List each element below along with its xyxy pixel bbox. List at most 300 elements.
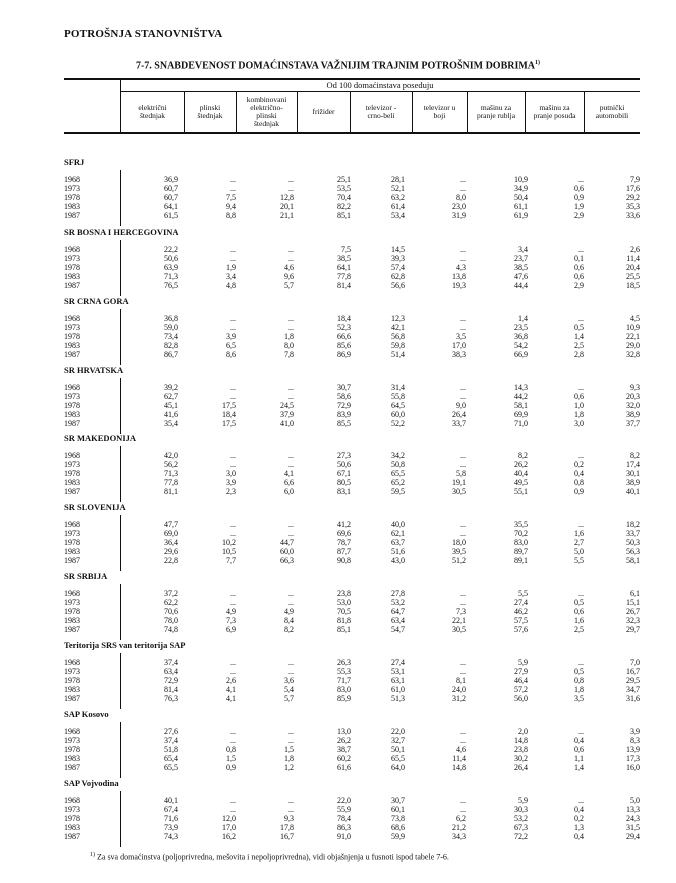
value-cell: 0,2 [574,460,584,469]
year-cell: 1968 [64,658,80,667]
value-cell: 1,3 [574,823,584,832]
value-cell: 71,7 [337,676,351,685]
value-cell: 7,5 [341,245,351,254]
value-cell: 2,6 [226,676,236,685]
value-cell: 5,7 [284,694,294,703]
value-cell: 7,9 [630,175,640,184]
value-cell: ... [288,736,294,745]
value-cell: ... [230,254,236,263]
value-cell: 51,3 [391,694,405,703]
value-cell: 16,2 [222,832,236,841]
value-cell: 29,7 [626,625,640,634]
value-cell: 57,6 [514,625,528,634]
section-name: SR HRVATSKA [64,365,124,375]
value-cell: ... [578,451,584,460]
year-cell: 1973 [64,598,80,607]
value-cell: 65,5 [391,754,405,763]
value-cell: 36,8 [164,314,178,323]
value-cell: 6,6 [284,478,294,487]
value-cell: 7,3 [456,607,466,616]
value-cell: 39,5 [452,547,466,556]
value-cell: 32,7 [391,736,405,745]
value-cell: 4,1 [284,469,294,478]
value-cell: 40,1 [164,796,178,805]
value-cell: 4,1 [226,685,236,694]
value-cell: 1,8 [574,685,584,694]
value-cell: 53,2 [391,598,405,607]
year-cell: 1978 [64,332,80,341]
value-cell: 8,2 [518,451,528,460]
value-cell: 4,6 [456,745,466,754]
value-cell: 37,7 [626,419,640,428]
section-name: SFRJ [64,157,85,167]
value-cell: 38,7 [337,745,351,754]
value-cell: ... [288,667,294,676]
value-cell: 46,2 [514,607,528,616]
value-cell: 11,4 [452,754,466,763]
value-cell: ... [230,805,236,814]
value-cell: 5,8 [456,469,466,478]
value-cell: 33,7 [626,529,640,538]
value-cell: 73,8 [391,814,405,823]
value-cell: 38,5 [514,263,528,272]
value-cell: 50,4 [514,193,528,202]
year-cell: 1968 [64,314,80,323]
value-cell: 8,2 [630,451,640,460]
value-cell: 18,0 [452,538,466,547]
value-cell: 23,5 [514,323,528,332]
table-row [0,487,676,497]
value-cell: 64,1 [337,263,351,272]
value-cell: ... [288,805,294,814]
value-cell: 23,8 [337,589,351,598]
value-cell: 16,0 [626,763,640,772]
page-header: POTROŠNJA STANOVNIŠTVA [64,28,223,40]
column-separator [297,91,298,132]
value-cell: 67,1 [337,469,351,478]
value-cell: 81,4 [164,685,178,694]
value-cell: 9,3 [284,814,294,823]
value-cell: 4,8 [226,281,236,290]
value-cell: 82,2 [337,202,351,211]
value-cell: 10,9 [514,175,528,184]
value-cell: 0,5 [574,667,584,676]
value-cell: 17,6 [626,184,640,193]
value-cell: 1,1 [574,754,584,763]
year-cell: 1983 [64,410,80,419]
value-cell: 32,3 [626,616,640,625]
value-cell: 27,3 [337,451,351,460]
value-cell: 37,4 [164,658,178,667]
year-cell: 1978 [64,676,80,685]
value-cell: 52,3 [337,323,351,332]
column-header: putnički automobili [595,103,629,120]
value-cell: ... [460,254,466,263]
value-cell: 63,4 [391,616,405,625]
value-cell: 4,9 [226,607,236,616]
value-cell: ... [288,184,294,193]
value-cell: 83,0 [514,538,528,547]
value-cell: 0,5 [574,323,584,332]
value-cell: 59,5 [391,487,405,496]
value-cell: 4,9 [284,607,294,616]
value-cell: ... [460,727,466,736]
value-cell: ... [460,796,466,805]
value-cell: ... [460,392,466,401]
value-cell: 4,5 [630,314,640,323]
value-cell: 10,9 [626,323,640,332]
year-cell: 1978 [64,401,80,410]
value-cell: 60,7 [164,193,178,202]
year-cell: 1978 [64,263,80,272]
value-cell: 2,3 [226,487,236,496]
year-cell: 1978 [64,193,80,202]
value-cell: 2,7 [574,538,584,547]
table-row [0,832,676,842]
value-cell: 10,2 [222,538,236,547]
value-cell: 61,0 [391,685,405,694]
value-cell: 0,5 [574,598,584,607]
value-cell: 57,2 [514,685,528,694]
value-cell: 64,0 [391,763,405,772]
value-cell: 76,3 [164,694,178,703]
value-cell: 51,6 [391,547,405,556]
column-header: frižider [312,107,335,116]
value-cell: 78,7 [337,538,351,547]
value-cell: 76,5 [164,281,178,290]
value-cell: 40,0 [391,520,405,529]
value-cell: 7,8 [284,350,294,359]
section-name: SAP Vojvodina [64,778,119,788]
value-cell: 32,8 [626,350,640,359]
value-cell: 55,1 [514,487,528,496]
value-cell: ... [288,520,294,529]
year-cell: 1983 [64,754,80,763]
value-cell: ... [230,175,236,184]
value-cell: 0,8 [226,745,236,754]
value-cell: 18,5 [626,281,640,290]
value-cell: 8,4 [284,616,294,625]
value-cell: 32,0 [626,401,640,410]
value-cell: 89,1 [514,556,528,565]
value-cell: 65,5 [164,763,178,772]
table-row [0,281,676,291]
value-cell: 19,1 [452,478,466,487]
value-cell: 0,6 [574,392,584,401]
value-cell: 21,2 [452,823,466,832]
value-cell: ... [230,667,236,676]
value-cell: ... [460,658,466,667]
value-cell: 63,7 [391,538,405,547]
year-cell: 1987 [64,211,80,220]
value-cell: 47,7 [164,520,178,529]
value-cell: 4,3 [456,263,466,272]
value-cell: 89,7 [514,547,528,556]
year-cell: 1987 [64,625,80,634]
value-cell: 29,5 [626,676,640,685]
value-cell: 2,8 [574,350,584,359]
value-cell: 22,0 [337,796,351,805]
year-cell: 1973 [64,184,80,193]
value-cell: 73,9 [164,823,178,832]
value-cell: 3,9 [226,478,236,487]
value-cell: 22,8 [164,556,178,565]
value-cell: ... [288,727,294,736]
year-cell: 1983 [64,202,80,211]
value-cell: 8,1 [456,676,466,685]
value-cell: 27,8 [391,589,405,598]
value-cell: ... [578,245,584,254]
value-cell: 1,9 [574,202,584,211]
value-cell: ... [288,245,294,254]
column-separator [525,91,526,132]
value-cell: ... [460,323,466,332]
value-cell: 81,8 [337,616,351,625]
footnote-text: Za sva domaćinstva (poljoprivredna, mešovita i nepoljoprivredna), vidi objašnjenja u fusnoti ispod tabele 7-6. [97,852,449,862]
value-cell: 68,6 [391,823,405,832]
value-cell: ... [230,727,236,736]
value-cell: 5,5 [518,589,528,598]
value-cell: 7,0 [630,658,640,667]
value-cell: 17,4 [626,460,640,469]
value-cell: 2,5 [574,341,584,350]
value-cell: 60,2 [337,754,351,763]
value-cell: 18,2 [626,520,640,529]
value-cell: 0,6 [574,184,584,193]
value-cell: ... [288,392,294,401]
value-cell: 40,1 [626,487,640,496]
value-cell: 9,4 [226,202,236,211]
table-row [0,763,676,773]
value-cell: 0,9 [226,763,236,772]
value-cell: 61,4 [391,202,405,211]
value-cell: 27,6 [164,727,178,736]
value-cell: 29,2 [626,193,640,202]
value-cell: ... [288,254,294,263]
value-cell: 2,0 [518,727,528,736]
value-cell: 3,9 [226,332,236,341]
value-cell: 40,4 [514,469,528,478]
value-cell: 0,4 [574,469,584,478]
value-cell: 29,6 [164,547,178,556]
column-separator [467,91,468,132]
value-cell: 30,2 [514,754,528,763]
value-cell: ... [230,184,236,193]
value-cell: 69,9 [514,410,528,419]
column-header: mašinu za pranje posuđa [533,103,576,120]
value-cell: 4,6 [284,263,294,272]
value-cell: 53,4 [391,211,405,220]
value-cell: 51,8 [164,745,178,754]
year-cell: 1973 [64,736,80,745]
value-cell: 57,5 [514,616,528,625]
value-cell: 13,8 [452,272,466,281]
year-cell: 1983 [64,272,80,281]
value-cell: 1,0 [574,401,584,410]
value-cell: 26,2 [514,460,528,469]
value-cell: 26,4 [452,410,466,419]
value-cell: 26,3 [337,658,351,667]
value-cell: 31,5 [626,823,640,832]
year-cell: 1973 [64,323,80,332]
footnote-mark: 1) [90,852,95,858]
value-cell: 64,5 [391,401,405,410]
value-cell: 9,3 [630,383,640,392]
value-cell: 31,6 [626,694,640,703]
value-cell: 67,3 [514,823,528,832]
value-cell: 0,6 [574,745,584,754]
value-cell: 14,8 [514,736,528,745]
value-cell: 7,5 [226,193,236,202]
value-cell: 17,0 [452,341,466,350]
value-cell: 61,6 [337,763,351,772]
value-cell: 36,4 [164,538,178,547]
value-cell: 3,9 [630,727,640,736]
value-cell: 71,0 [514,419,528,428]
value-cell: 38,9 [626,410,640,419]
value-cell: 38,5 [337,254,351,263]
value-cell: ... [288,796,294,805]
value-cell: 6,0 [284,487,294,496]
value-cell: ... [578,520,584,529]
value-cell: 1,8 [574,410,584,419]
value-cell: 0,4 [574,736,584,745]
value-cell: 5,9 [518,796,528,805]
year-cell: 1987 [64,556,80,565]
value-cell: 33,7 [452,419,466,428]
title-footnote-mark: 1) [535,60,541,66]
value-cell: 0,6 [574,607,584,616]
column-separator [584,91,585,132]
section-name: Teritorija SRS van teritorija SAP [64,640,186,650]
value-cell: 1,5 [226,754,236,763]
value-cell: 30,5 [452,625,466,634]
value-cell: 0,4 [574,805,584,814]
value-cell: 35,3 [626,202,640,211]
value-cell: 78,0 [164,616,178,625]
value-cell: ... [288,460,294,469]
value-cell: 8,3 [630,736,640,745]
value-cell: 72,2 [514,832,528,841]
value-cell: 1,4 [574,763,584,772]
value-cell: 91,0 [337,832,351,841]
value-cell: 4,1 [226,694,236,703]
value-cell: 2,9 [574,211,584,220]
value-cell: ... [230,796,236,805]
value-cell: ... [230,520,236,529]
value-cell: ... [230,314,236,323]
value-cell: ... [460,598,466,607]
value-cell: 44,2 [514,392,528,401]
value-cell: 0,4 [574,832,584,841]
value-cell: 5,0 [574,547,584,556]
value-cell: 5,9 [518,658,528,667]
column-header: televizor - crno-beli [365,103,397,120]
year-cell: 1987 [64,350,80,359]
value-cell: 53,1 [391,667,405,676]
value-cell: 55,9 [337,805,351,814]
value-cell: 1,6 [574,616,584,625]
value-cell: 53,5 [337,184,351,193]
value-cell: 1,9 [226,263,236,272]
year-cell: 1978 [64,745,80,754]
value-cell: 14,5 [391,245,405,254]
value-cell: 58,6 [337,392,351,401]
value-cell: 13,9 [626,745,640,754]
value-cell: ... [460,736,466,745]
value-cell: 44,4 [514,281,528,290]
value-cell: 60,0 [391,410,405,419]
value-cell: 6,5 [226,341,236,350]
value-cell: 56,8 [391,332,405,341]
value-cell: 74,3 [164,832,178,841]
year-cell: 1978 [64,538,80,547]
value-cell: 60,0 [280,547,294,556]
value-cell: 50,6 [164,254,178,263]
table-row [0,211,676,221]
table-title-text: 7-7. SNABDEVENOST DOMAĆINSTAVA VAŽNIJIM TRAJNIM POTROŠNIM DOBRIMA [135,60,536,72]
value-cell: 47,6 [514,272,528,281]
value-cell: 65,4 [164,754,178,763]
value-cell: 26,7 [626,607,640,616]
value-cell: 6,9 [226,625,236,634]
value-cell: ... [288,658,294,667]
value-cell: 16,7 [280,832,294,841]
value-cell: 34,3 [452,832,466,841]
year-cell: 1968 [64,589,80,598]
value-cell: 34,2 [391,451,405,460]
year-cell: 1973 [64,667,80,676]
year-cell: 1987 [64,281,80,290]
value-cell: 61,5 [164,211,178,220]
value-cell: 23,0 [452,202,466,211]
value-cell: 18,4 [337,314,351,323]
table-row [0,625,676,635]
value-cell: 83,0 [337,685,351,694]
value-cell: 81,4 [337,281,351,290]
value-cell: 1,6 [574,529,584,538]
value-cell: 19,3 [452,281,466,290]
value-cell: 62,7 [164,392,178,401]
value-cell: 17,8 [280,823,294,832]
value-cell: ... [288,529,294,538]
value-cell: 39,2 [164,383,178,392]
year-cell: 1978 [64,814,80,823]
value-cell: 10,5 [222,547,236,556]
value-cell: 83,1 [337,487,351,496]
value-cell: 50,8 [391,460,405,469]
value-cell: 30,7 [391,796,405,805]
year-cell: 1983 [64,616,80,625]
value-cell: 0,9 [574,487,584,496]
value-cell: 58,1 [514,401,528,410]
value-cell: 6,2 [456,814,466,823]
value-cell: 9,6 [284,272,294,281]
value-cell: 27,9 [514,667,528,676]
value-cell: 39,3 [391,254,405,263]
value-cell: 25,1 [337,175,351,184]
value-cell: ... [578,175,584,184]
value-cell: 55,3 [337,667,351,676]
value-cell: 85,6 [337,341,351,350]
section-name: SR BOSNA I HERCEGOVINA [64,227,179,237]
value-cell: 14,3 [514,383,528,392]
value-cell: 85,9 [337,694,351,703]
value-cell: ... [230,451,236,460]
value-cell: 20,1 [280,202,294,211]
value-cell: 34,9 [514,184,528,193]
value-cell: 38,3 [452,350,466,359]
